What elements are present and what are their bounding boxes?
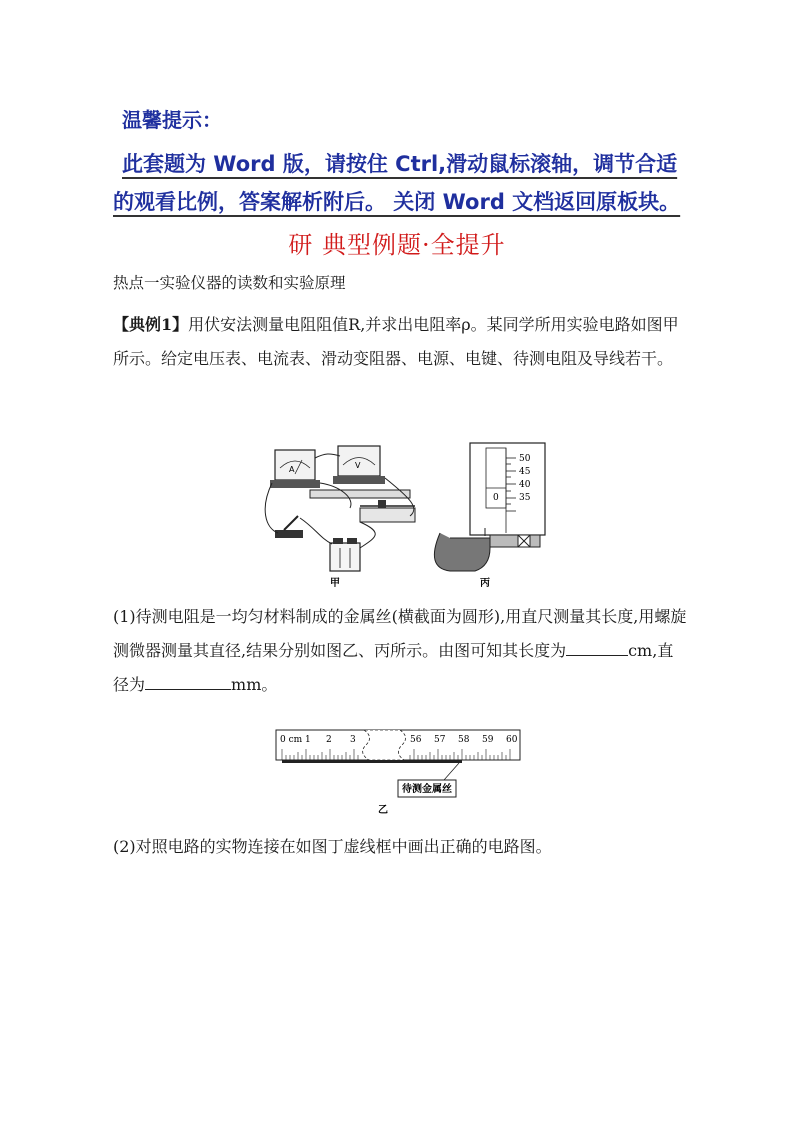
tip-body-text: 此套题为 Word 版，请按住 Ctrl,滑动鼠标滚轴，调节合适的观看比例，答案解析附后。 关闭 Word 文档返回原板块。 [113, 152, 681, 214]
micrometer-tick-40: 40 [519, 480, 531, 490]
micrometer-tick-50: 50 [519, 454, 531, 464]
figure-ruler [274, 727, 524, 817]
resistor-board-icon [310, 490, 410, 498]
tip-body [113, 145, 683, 221]
example-label: 【典例1】 [113, 315, 189, 334]
ruler-label-2: 2 [326, 735, 332, 745]
subhead: 热点一实验仪器的读数和实验原理 [113, 274, 346, 292]
question-1 [113, 600, 688, 702]
micrometer-icon [434, 443, 545, 571]
battery-icon [330, 538, 360, 571]
figure-circuit-micrometer [260, 438, 550, 588]
figure-caption-jia: 甲 [330, 578, 340, 588]
ruler-label-3: 3 [350, 735, 356, 745]
micrometer-tick-45: 45 [519, 467, 531, 477]
question-2: (2)对照电路的实物连接在如图丁虚线框中画出正确的电路图。 [113, 837, 552, 856]
micrometer-zero: 0 [493, 493, 499, 503]
rheostat-icon [360, 500, 415, 522]
ruler-label-56: 56 [410, 735, 422, 745]
tip-title: 温馨提示： [122, 108, 222, 132]
ruler-label-59: 59 [482, 735, 494, 745]
figure-caption-yi: 乙 [378, 805, 388, 816]
ruler-label-0-1: 0 cm 1 [280, 735, 311, 745]
switch-icon [275, 516, 303, 538]
question-1-unit-mm: mm。 [231, 675, 278, 694]
ruler-label-57: 57 [434, 735, 446, 745]
figure-caption-bing: 丙 [480, 578, 490, 588]
question-1-unit-cm: cm,直径为 [113, 641, 674, 694]
question-1-text: (1)待测电阻是一均匀材料制成的金属丝(横截面为圆形),用直尺测量其长度,用螺旋测微器测量其直径,结果分别如图乙、丙所示。由图可知其长度为 [113, 607, 687, 660]
metal-wire [282, 760, 462, 763]
wire-label-leader [444, 763, 459, 780]
section-title: 研 典型例题·全提升 [288, 231, 506, 259]
answer-blank-diameter[interactable] [145, 673, 231, 690]
voltmeter-icon [333, 446, 385, 484]
example-text: 用伏安法测量电阻阻值R,并求出电阻率ρ。某同学所用实验电路如图甲所示。给定电压表、电流表、滑动变阻器、电源、电键、待测电阻及导线若干。 [113, 315, 679, 368]
wire-label: 待测金属丝 [402, 784, 452, 795]
voltmeter-label: V [355, 461, 361, 470]
ruler-label-58: 58 [458, 735, 470, 745]
micrometer-tick-35: 35 [519, 493, 531, 503]
ruler-label-60: 60 [506, 735, 518, 745]
answer-blank-length[interactable] [566, 639, 628, 656]
ammeter-label: A [289, 465, 295, 474]
ammeter-icon [270, 450, 320, 488]
example-paragraph [113, 308, 688, 376]
